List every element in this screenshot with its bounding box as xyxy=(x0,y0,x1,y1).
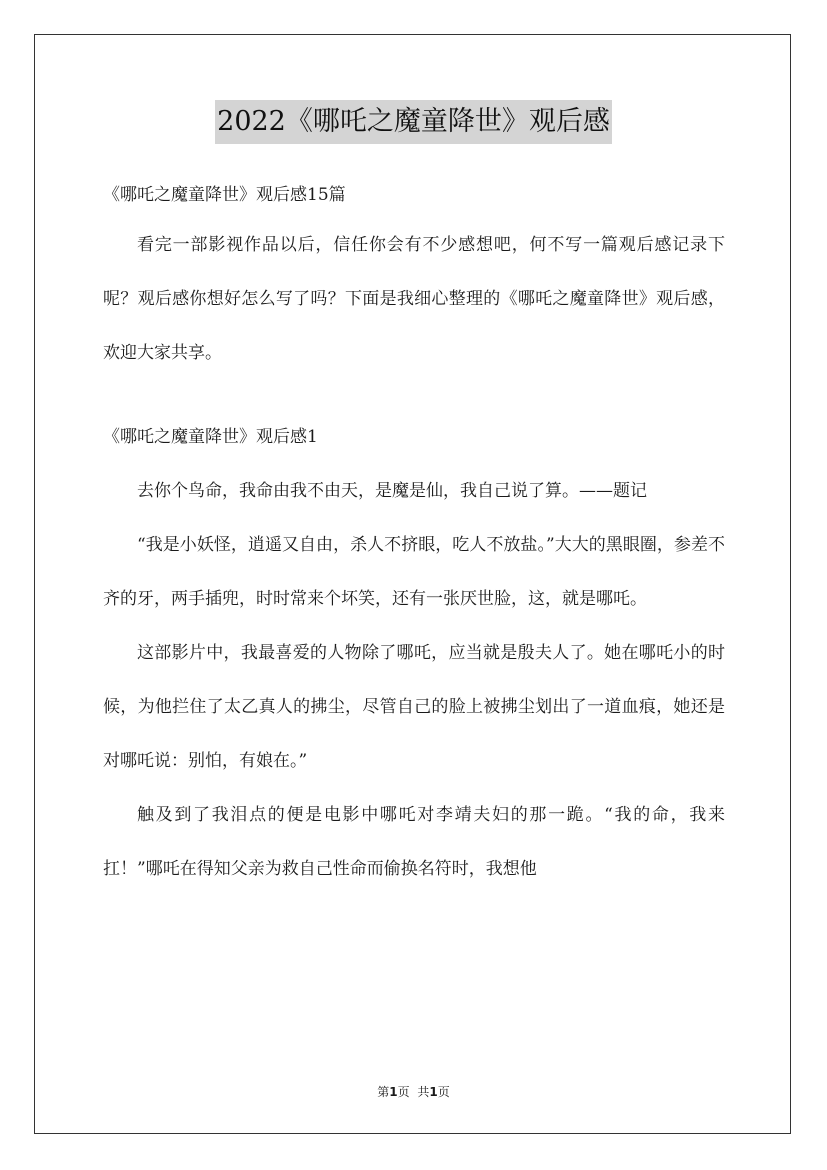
body-paragraph-4: 触及到了我泪点的便是电影中哪吒对李靖夫妇的那一跪。“我的命，我来扛！”哪吒在得知父亲为救自己性命而偷换名符时，我想他 xyxy=(103,805,725,879)
page-footer xyxy=(0,1083,827,1100)
page-number: 1 xyxy=(389,1085,398,1099)
total-suffix: 页 xyxy=(437,1085,450,1099)
body-paragraph-3: 这部影片中，我最喜爱的人物除了哪吒，应当就是殷夫人了。她在哪吒小的时候，为他拦住了太乙真人的拂尘，尽管自己的脸上被拂尘划出了一道血痕，她还是对哪吒说：别怕，有娘在。” xyxy=(103,643,725,771)
document-body xyxy=(103,172,725,896)
page-prefix: 第 xyxy=(377,1085,390,1099)
document-title: 2022《哪吒之魔童降世》观后感 xyxy=(215,100,612,144)
page-suffix: 页 xyxy=(397,1085,410,1099)
body-paragraph-1: 去你个鸟命，我命由我不由天，是魔是仙，我自己说了算。——题记 xyxy=(137,481,647,501)
section-heading: 《哪吒之魔童降世》观后感1 xyxy=(103,427,318,447)
body-paragraph-2: “我是小妖怪，逍遥又自由，杀人不挤眼，吃人不放盐。”大大的黑眼圈，参差不齐的牙，两手插兜，时时常来个坏笑，还有一张厌世脸，这，就是哪吒。 xyxy=(103,535,725,609)
title-container xyxy=(0,100,827,144)
total-prefix: 共 xyxy=(417,1085,430,1099)
document-subtitle: 《哪吒之魔童降世》观后感15篇 xyxy=(103,185,346,205)
intro-paragraph: 看完一部影视作品以后，信任你会有不少感想吧，何不写一篇观后感记录下呢？观后感你想好怎么写了吗？下面是我细心整理的《哪吒之魔童降世》观后感，欢迎大家共享。 xyxy=(103,235,725,363)
total-pages: 1 xyxy=(429,1085,438,1099)
